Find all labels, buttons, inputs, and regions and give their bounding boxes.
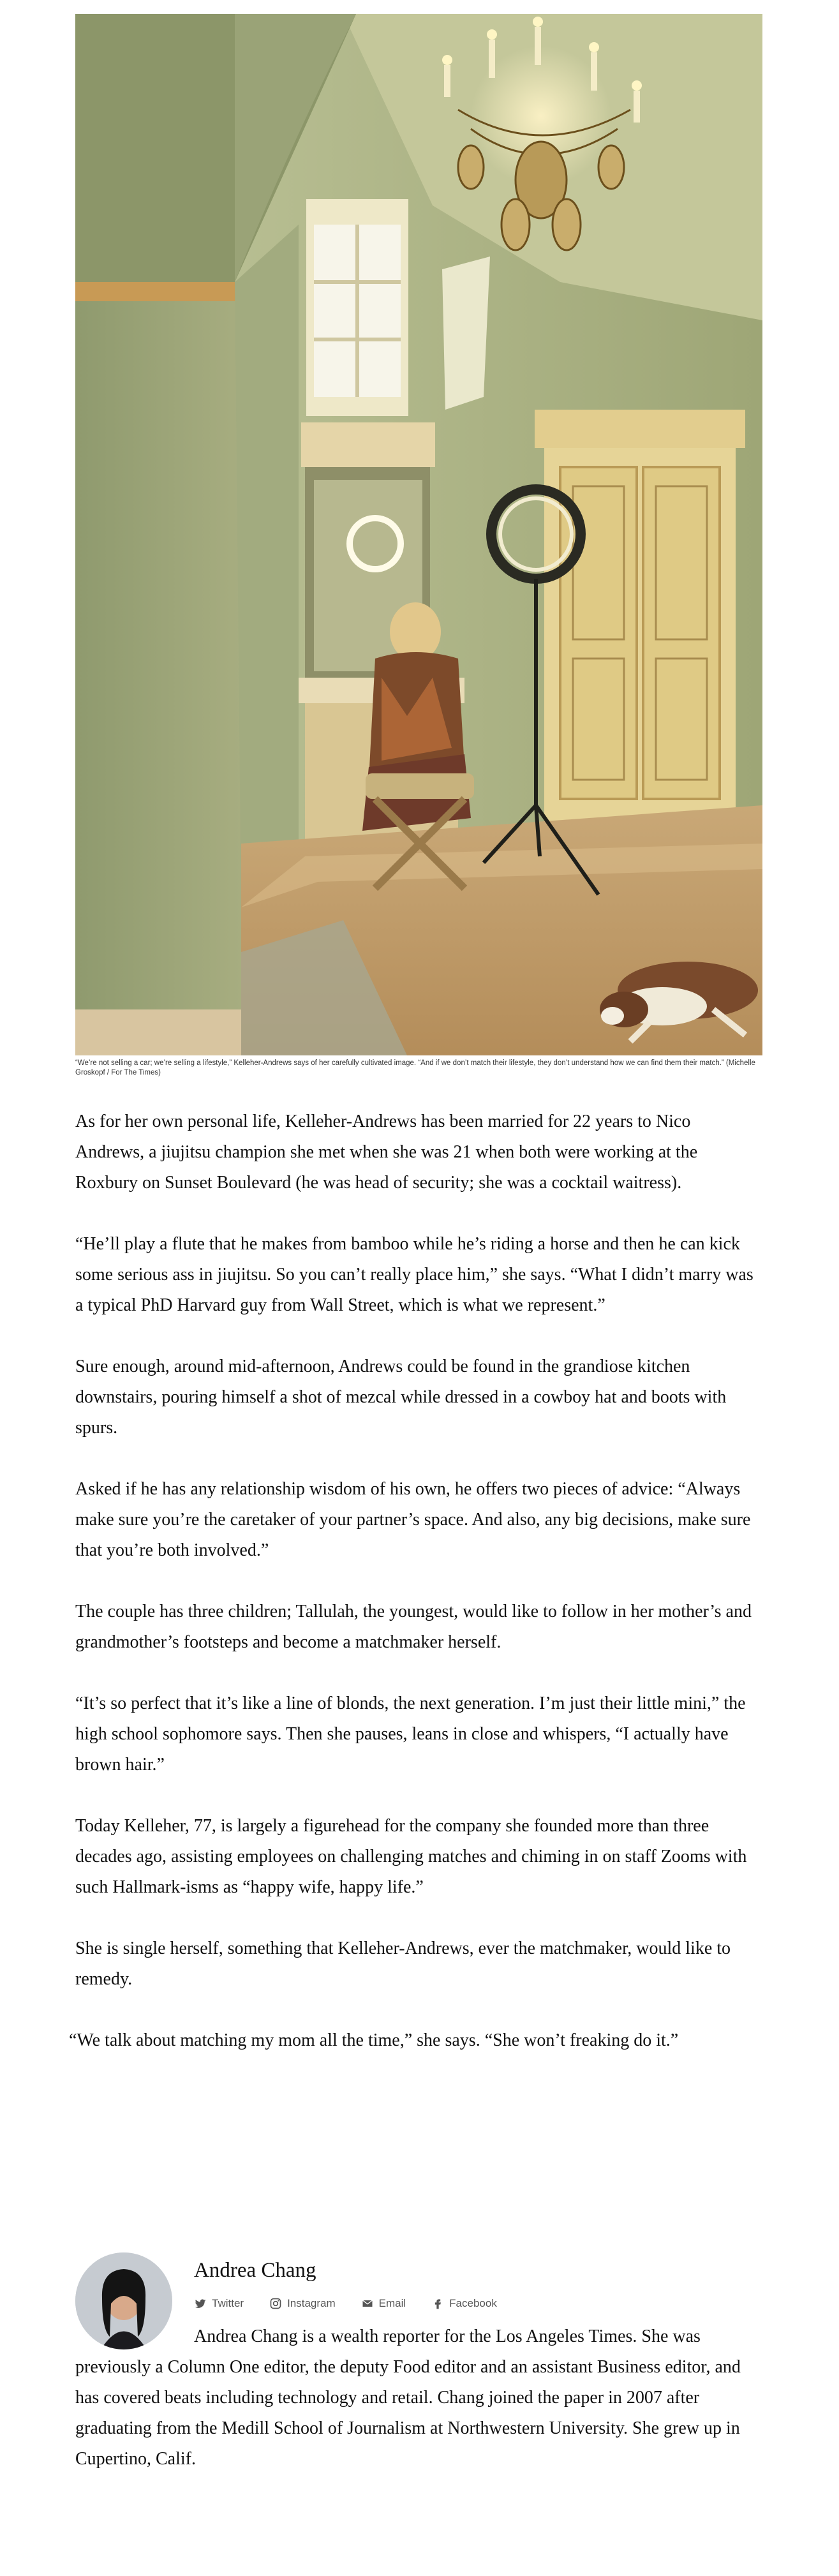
paragraph: “He’ll play a flute that he makes from bamboo while he’s riding a horse and then he can kick some serious ass in jiujitsu. So you can’t really place him,” she says. “What I didn’t marry was a typical PhD Harvard guy from Wall Street, which is what we represent.” — [75, 1234, 754, 1315]
instagram-label: Instagram — [287, 2297, 336, 2309]
paragraph-quote: “We talk about matching my mom all the time,” she says. “She won’t freaking do it.” — [69, 2030, 679, 2050]
email-icon — [361, 2297, 374, 2310]
facebook-icon — [431, 2297, 444, 2310]
paragraph: Asked if he has any relationship wisdom of his own, he offers two pieces of advice: “Always make sure you’re the caretaker of your partner’s space. And also, any big decisions, make sure that you’re both involved.” — [75, 1479, 751, 1560]
instagram-icon — [269, 2297, 282, 2310]
paragraph: “It’s so perfect that it’s like a line of blonds, the next generation. I’m just their little mini,” the high school sophomore says. Then she pauses, leans in close and whispers, “I actually have brown hair.” — [75, 1694, 746, 1775]
author-social-links — [194, 2297, 497, 2310]
instagram-link[interactable] — [269, 2297, 336, 2310]
paragraph: Today Kelleher, 77, is largely a figurehead for the company she founded more than three decades ago, assisting employees on challenging matches and chiming in on staff Zooms with such Hallmark-isms as “happy wife, happy life.” — [75, 1816, 747, 1897]
paragraph: Sure enough, around mid-afternoon, Andrews could be found in the grandiose kitchen downstairs, pouring himself a shot of mezcal while dressed in a cowboy hat and boots with spurs. — [75, 1357, 727, 1438]
lead-photo — [75, 14, 762, 1055]
author-bio: Andrea Chang is a wealth reporter for the Los Angeles Times. She was previously a Column One editor, the deputy Food editor and an assistant Business editor, and has covered beats including technology and retail. Chang joined the paper in 2007 after graduating from the Medill School of Journalism at Northwestern University. She grew up in Cupertino, Calif. — [75, 2327, 741, 2469]
dressing-room-photo — [75, 14, 762, 1055]
paragraph: As for her own personal life, Kelleher-Andrews has been married for 22 years to Nico Andrews, a jiujitsu champion she met when she was 21 when both were working at the Roxbury on Sunset Boulevard (he was head of security; she was a cocktail waitress). — [75, 1112, 698, 1193]
photo-caption: “We’re not selling a car; we’re selling a lifestyle,” Kelleher-Andrews says of her carefully cultivated image. “And if we don’t match their lifestyle, they don’t understand how we can find them their match.” (Michelle Groskopf / For The Times) — [75, 1059, 755, 1076]
author-name[interactable]: Andrea Chang — [194, 2259, 316, 2282]
twitter-link[interactable] — [194, 2297, 244, 2310]
twitter-icon — [194, 2297, 207, 2310]
twitter-label: Twitter — [212, 2297, 244, 2309]
facebook-link[interactable] — [431, 2297, 497, 2310]
paragraph: She is single herself, something that Kelleher-Andrews, ever the matchmaker, would like to remedy. — [75, 1939, 731, 1989]
article-body — [69, 1106, 762, 2087]
paragraph: The couple has three children; Tallulah, the youngest, would like to follow in her mother’s and grandmother’s footsteps and become a matchmaker herself. — [75, 1602, 752, 1652]
email-link[interactable] — [361, 2297, 406, 2310]
email-label: Email — [378, 2297, 406, 2309]
facebook-label: Facebook — [449, 2297, 497, 2309]
